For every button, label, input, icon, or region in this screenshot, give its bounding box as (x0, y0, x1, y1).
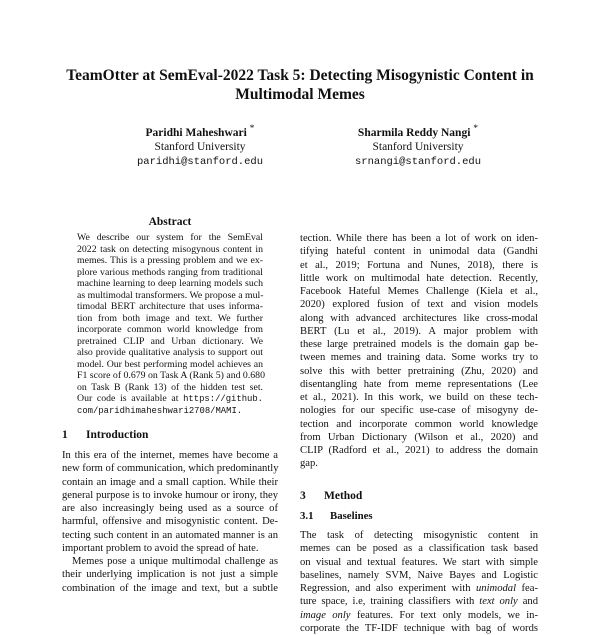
emphasis: image only (300, 609, 351, 621)
text-line (300, 609, 538, 622)
text-line: general purpose is to invoke humour or irony, they (62, 489, 278, 501)
text-line: tion from both image and text. We further (77, 312, 263, 324)
text-line: F1 score of 0.679 on Task A (Rank 5) and 0.680 (77, 370, 265, 381)
text-line: contain an image and a small caption. While their (62, 476, 278, 488)
text-line: model. Our best performing model achieves an (77, 358, 263, 370)
text-line: these large pretrained models is the domain gap be- (300, 339, 538, 350)
text-line: et al., 2019; Fortuna and Nunes, 2018), there is (300, 259, 538, 271)
text-line: new form of communication, which predominantly (62, 463, 279, 475)
title-line: Multimodal Memes (235, 86, 365, 103)
method-heading (300, 490, 362, 502)
author-1 (110, 122, 290, 169)
author-name: Paridhi Maheshwari (145, 126, 247, 139)
text-line: 2020) explored fusion of text and vision models (300, 299, 538, 311)
text-line: plore various methods ranging from traditional (77, 266, 263, 278)
text-line: et al., 2021). In this work, we build on these tech- (300, 392, 538, 403)
code-link[interactable]: https://github. (183, 394, 263, 404)
text-span: Regression, and also experiment with (300, 583, 471, 594)
right-column-body (300, 232, 538, 471)
text-line: BERT (Lu et al., 2019). A major problem with (300, 325, 538, 337)
text-line: on visual and textual features. We start with simple (300, 556, 538, 568)
text-line: on Task B (Rank 13) of the hidden test set. (77, 381, 263, 393)
text-line: tween memes and training data. Some works try to (300, 352, 538, 364)
text-line (77, 393, 263, 405)
subsection-title: Baselines (330, 510, 373, 522)
text-span: features. For text only models, we in- (356, 609, 538, 621)
text-line: tifying hateful content in unimodal data (Gandhi (300, 246, 538, 258)
text-line: as multimodal transformers. We propose a mul- (77, 289, 264, 301)
text-line: memes can be posed as a classification task based (300, 543, 538, 555)
text-line: memes. This is a pressing problem and we ex- (77, 255, 263, 266)
text-line: machine learning to deep learning models such (77, 278, 263, 289)
text-line: In this era of the internet, memes have become a (62, 450, 278, 461)
title-line: TeamOtter at SemEval-2022 Task 5: Detecting Misogynistic Content in (66, 67, 534, 84)
text-line: harmful, offensive and misogynistic content. De- (62, 516, 278, 528)
author-email[interactable]: paridhi@stanford.edu (136, 155, 264, 168)
emphasis: unimodal (476, 583, 517, 594)
text-line: tection. While there has been a lot of work on iden- (300, 233, 538, 244)
emphasis: text only (479, 596, 518, 608)
text-line: tection and incorporate common world knowledge (300, 418, 538, 430)
text-line: gap. (300, 458, 318, 470)
baselines-heading (300, 510, 373, 522)
abstract-heading: Abstract (148, 216, 192, 228)
text-line: disentangling hate from meme representations (Lee (300, 378, 538, 390)
text-line: along with advanced architectures like cross-modal (300, 312, 538, 324)
author-name: Sharmila Reddy Nangi (357, 126, 471, 139)
text-line (77, 405, 263, 417)
text-line (300, 582, 538, 595)
author-2 (318, 122, 518, 169)
text-span: Our code is available at (77, 393, 179, 404)
text-line: CLIP (Radford et al., 2021) to address the domain (300, 445, 538, 456)
section-number: 3 (300, 490, 306, 502)
text-line: The task of detecting misogynistic content in (300, 530, 538, 541)
text-line: important problem to avoid the spread of hate. (62, 542, 259, 554)
text-line: corporate the TF-IDF technique with bag of words (300, 622, 538, 634)
text-line: their underlying implication is not just a simple (62, 569, 278, 581)
intro-body (62, 449, 278, 595)
text-span: fea- (521, 583, 538, 594)
text-span: and (522, 596, 538, 608)
text-line: from Urban Dictionary (Wilson et al., 2020) and (300, 431, 538, 443)
author-mark: * (249, 123, 255, 134)
section-number: 1 (62, 429, 68, 441)
text-line (300, 595, 538, 608)
baselines-body (300, 529, 538, 635)
text-line: incorporate common world knowledge from (77, 324, 263, 335)
author-affiliation: Stanford University (372, 141, 464, 154)
text-line: We describe our system for the SemEval (77, 232, 263, 243)
text-line: Facebook Hateful Memes Challenge (Kiela et al., (300, 286, 538, 297)
intro-heading (62, 429, 148, 441)
author-affiliation: Stanford University (154, 141, 246, 154)
text-line: nologies for our specific use-case of misogyny de- (300, 405, 538, 417)
text-line: solve this with better pretraining (Zhu, 2020) and (300, 365, 538, 377)
code-link[interactable]: com/paridhimaheshwari2708/MAMI. (77, 405, 243, 416)
subsection-number: 3.1 (300, 510, 314, 522)
paper-title (60, 66, 540, 104)
author-mark: * (473, 123, 479, 134)
text-line: combination of the image and text, but a subtle (62, 582, 278, 594)
author-email[interactable]: srnangi@stanford.edu (354, 155, 482, 168)
text-line: also provide qualitative analysis to support out (77, 347, 263, 358)
text-line: are also increasingly being used as a source of (62, 503, 278, 514)
text-line: tecting such content in an automated manner is an (62, 529, 278, 541)
text-span: ture space, i.e, training classifiers with (300, 596, 475, 608)
text-line: timodal BERT architecture that uses informa- (77, 301, 263, 312)
text-line: little work on multimodal hate detection. Recently, (300, 272, 538, 284)
text-line: Memes pose a unique multimodal challenge as (72, 556, 278, 567)
text-line: pretrained CLIP and Urban dictionary. We (77, 335, 263, 347)
abstract-body (77, 232, 263, 416)
text-line: 2022 task on detecting misogynous content in (77, 243, 263, 255)
section-title: Introduction (86, 429, 149, 441)
section-title: Method (324, 490, 363, 502)
text-line: baselines, namely SVM, Naive Bayes and Logistic (300, 569, 538, 581)
